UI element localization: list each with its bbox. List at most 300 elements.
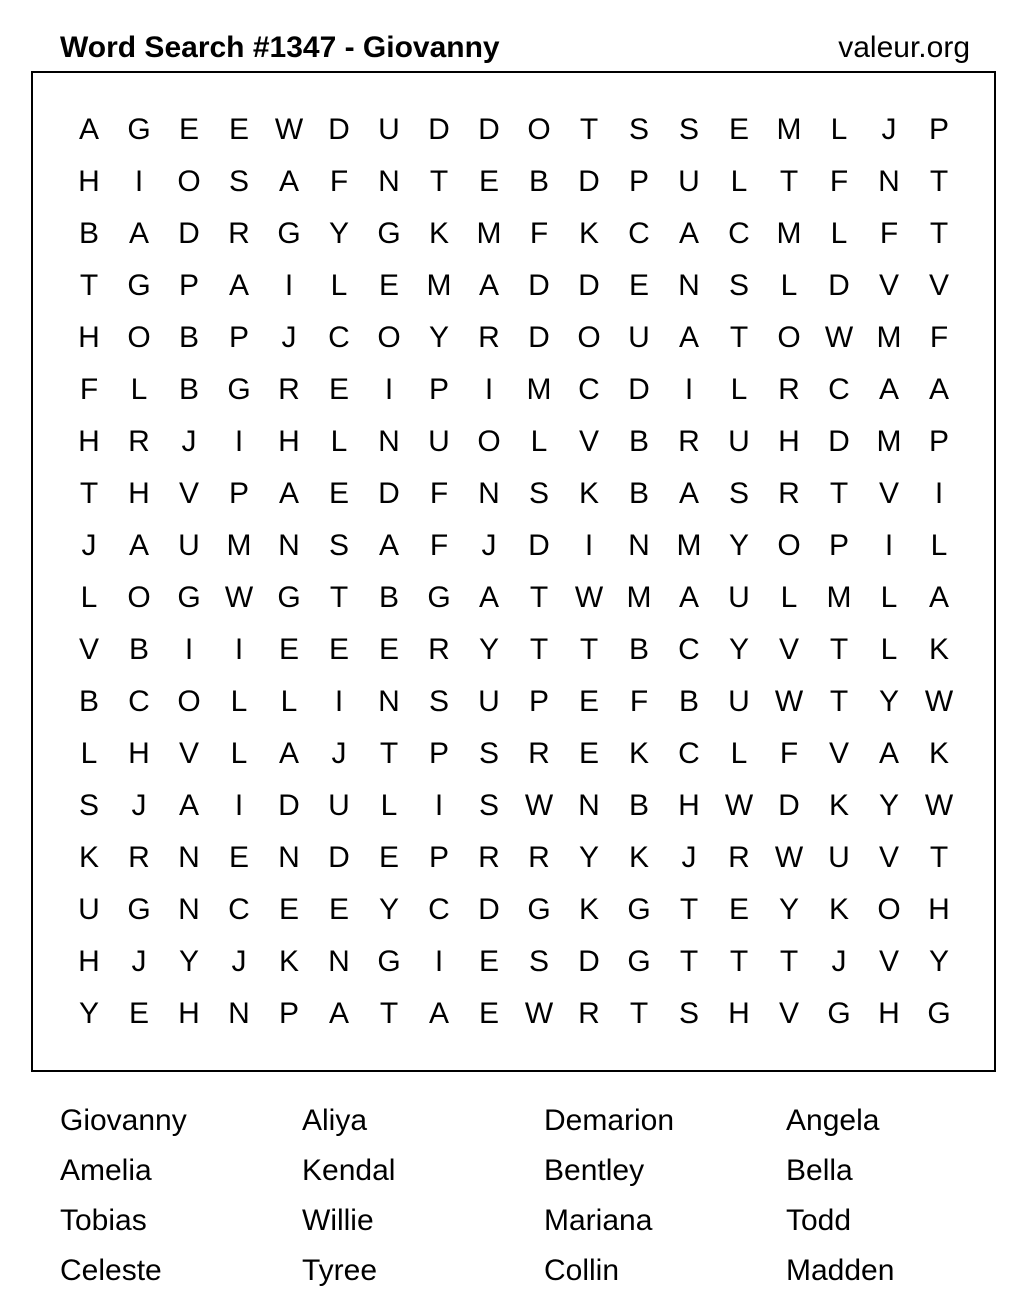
grid-cell[interactable]: N	[478, 477, 500, 510]
grid-cell[interactable]: Y	[878, 789, 899, 822]
grid-cell[interactable]: P	[428, 841, 449, 874]
grid-cell[interactable]: D	[378, 477, 400, 510]
grid-cell[interactable]: F	[879, 217, 899, 250]
grid-cell[interactable]: U	[828, 841, 850, 874]
grid-cell[interactable]: I	[934, 477, 944, 510]
grid-cell[interactable]: F	[429, 529, 449, 562]
grid-cell[interactable]: H	[278, 425, 300, 458]
grid-cell[interactable]: A	[278, 477, 299, 510]
grid-cell[interactable]: B	[628, 425, 649, 458]
grid-cell[interactable]: I	[884, 529, 894, 562]
grid-cell[interactable]: A	[678, 217, 699, 250]
grid-cell[interactable]: I	[334, 685, 344, 718]
grid-cell[interactable]: I	[184, 633, 194, 666]
grid-cell[interactable]: D	[478, 893, 500, 926]
grid-cell[interactable]: O	[877, 893, 901, 926]
grid-cell[interactable]: C	[578, 373, 600, 406]
grid-cell[interactable]: H	[778, 425, 800, 458]
grid-cell[interactable]: A	[78, 113, 99, 146]
grid-cell[interactable]: D	[628, 373, 650, 406]
grid-cell[interactable]: Y	[728, 529, 749, 562]
grid-cell[interactable]: B	[628, 633, 649, 666]
grid-cell[interactable]: K	[578, 477, 599, 510]
grid-cell[interactable]: G	[127, 269, 151, 302]
grid-cell[interactable]: E	[728, 113, 749, 146]
grid-cell[interactable]: M	[876, 321, 902, 354]
grid-cell[interactable]: W	[524, 997, 554, 1030]
grid-cell[interactable]: R	[578, 997, 600, 1030]
grid-cell[interactable]: D	[478, 113, 500, 146]
grid-cell[interactable]: T	[929, 217, 949, 250]
grid-cell[interactable]: D	[328, 113, 350, 146]
grid-cell[interactable]: T	[829, 685, 849, 718]
grid-cell[interactable]: S	[528, 477, 549, 510]
grid-cell[interactable]: O	[527, 113, 551, 146]
grid-cell[interactable]: N	[228, 997, 250, 1030]
grid-cell[interactable]: D	[578, 269, 600, 302]
grid-cell[interactable]: S	[428, 685, 449, 718]
grid-cell[interactable]: F	[329, 165, 349, 198]
grid-cell[interactable]: N	[878, 165, 900, 198]
grid-cell[interactable]: C	[128, 685, 150, 718]
grid-cell[interactable]: Y	[178, 945, 199, 978]
grid-cell[interactable]: T	[929, 841, 949, 874]
grid-cell[interactable]: T	[429, 165, 449, 198]
grid-cell[interactable]: C	[228, 893, 250, 926]
grid-cell[interactable]: T	[579, 633, 599, 666]
grid-cell[interactable]: C	[428, 893, 450, 926]
grid-cell[interactable]: V	[578, 425, 599, 458]
grid-cell[interactable]: I	[284, 269, 294, 302]
grid-cell[interactable]: V	[778, 997, 799, 1030]
grid-cell[interactable]: G	[227, 373, 251, 406]
grid-cell[interactable]: E	[328, 893, 349, 926]
grid-cell[interactable]: T	[629, 997, 649, 1030]
grid-cell[interactable]: A	[678, 477, 699, 510]
grid-cell[interactable]: J	[681, 841, 697, 874]
grid-cell[interactable]: K	[928, 633, 949, 666]
grid-cell[interactable]: H	[128, 477, 150, 510]
grid-cell[interactable]: T	[779, 945, 799, 978]
grid-cell[interactable]: M	[626, 581, 652, 614]
grid-cell[interactable]: H	[78, 945, 100, 978]
grid-cell[interactable]: E	[478, 945, 499, 978]
grid-cell[interactable]: T	[729, 321, 749, 354]
grid-cell[interactable]: P	[428, 373, 449, 406]
grid-cell[interactable]: C	[328, 321, 350, 354]
grid-cell[interactable]: K	[828, 893, 849, 926]
grid-cell[interactable]: V	[928, 269, 949, 302]
grid-cell[interactable]: R	[128, 841, 150, 874]
grid-cell[interactable]: T	[529, 633, 549, 666]
grid-cell[interactable]: E	[228, 113, 249, 146]
grid-cell[interactable]: L	[780, 581, 798, 614]
grid-cell[interactable]: N	[278, 529, 300, 562]
grid-cell[interactable]: A	[178, 789, 199, 822]
grid-cell[interactable]: G	[377, 945, 401, 978]
grid-cell[interactable]: U	[728, 685, 750, 718]
grid-cell[interactable]: Y	[328, 217, 349, 250]
grid-cell[interactable]: N	[378, 425, 400, 458]
grid-cell[interactable]: S	[678, 113, 699, 146]
grid-cell[interactable]: P	[228, 321, 249, 354]
grid-cell[interactable]: D	[528, 529, 550, 562]
grid-cell[interactable]: L	[730, 737, 748, 770]
grid-cell[interactable]: J	[881, 113, 897, 146]
grid-cell[interactable]: H	[78, 321, 100, 354]
grid-cell[interactable]: S	[528, 945, 549, 978]
grid-cell[interactable]: B	[178, 321, 199, 354]
grid-cell[interactable]: K	[578, 893, 599, 926]
grid-cell[interactable]: U	[328, 789, 350, 822]
grid-cell[interactable]: W	[924, 685, 954, 718]
grid-cell[interactable]: W	[524, 789, 554, 822]
grid-cell[interactable]: W	[574, 581, 604, 614]
grid-cell[interactable]: P	[928, 425, 949, 458]
grid-cell[interactable]: A	[378, 529, 399, 562]
grid-cell[interactable]: B	[628, 789, 649, 822]
grid-cell[interactable]: G	[927, 997, 951, 1030]
grid-cell[interactable]: L	[330, 425, 348, 458]
grid-cell[interactable]: T	[379, 997, 399, 1030]
grid-cell[interactable]: P	[278, 997, 299, 1030]
grid-cell[interactable]: D	[828, 269, 850, 302]
grid-cell[interactable]: E	[178, 113, 199, 146]
grid-cell[interactable]: K	[628, 737, 649, 770]
grid-cell[interactable]: L	[280, 685, 298, 718]
grid-cell[interactable]: G	[277, 217, 301, 250]
grid-cell[interactable]: L	[830, 217, 848, 250]
grid-cell[interactable]: E	[728, 893, 749, 926]
grid-cell[interactable]: N	[378, 685, 400, 718]
grid-cell[interactable]: A	[228, 269, 249, 302]
grid-cell[interactable]: R	[228, 217, 250, 250]
grid-cell[interactable]: U	[78, 893, 100, 926]
grid-cell[interactable]: G	[627, 893, 651, 926]
grid-cell[interactable]: B	[628, 477, 649, 510]
grid-cell[interactable]: I	[684, 373, 694, 406]
grid-cell[interactable]: A	[278, 165, 299, 198]
grid-cell[interactable]: F	[429, 477, 449, 510]
grid-cell[interactable]: E	[128, 997, 149, 1030]
grid-cell[interactable]: A	[128, 529, 149, 562]
grid-cell[interactable]: C	[628, 217, 650, 250]
grid-cell[interactable]: G	[127, 893, 151, 926]
grid-cell[interactable]: L	[80, 581, 98, 614]
grid-cell[interactable]: L	[780, 269, 798, 302]
grid-cell[interactable]: P	[178, 269, 199, 302]
grid-cell[interactable]: E	[228, 841, 249, 874]
grid-cell[interactable]: J	[181, 425, 197, 458]
grid-cell[interactable]: K	[578, 217, 599, 250]
grid-cell[interactable]: V	[878, 477, 899, 510]
grid-cell[interactable]: N	[628, 529, 650, 562]
grid-cell[interactable]: U	[428, 425, 450, 458]
grid-cell[interactable]: V	[78, 633, 99, 666]
grid-cell[interactable]: Y	[428, 321, 449, 354]
grid-cell[interactable]: O	[127, 321, 151, 354]
grid-cell[interactable]: T	[329, 581, 349, 614]
grid-cell[interactable]: M	[776, 113, 802, 146]
grid-cell[interactable]: W	[824, 321, 854, 354]
grid-cell[interactable]: O	[177, 165, 201, 198]
grid-cell[interactable]: J	[131, 789, 147, 822]
grid-cell[interactable]: L	[880, 633, 898, 666]
grid-cell[interactable]: H	[78, 425, 100, 458]
grid-cell[interactable]: D	[528, 269, 550, 302]
grid-cell[interactable]: S	[728, 269, 749, 302]
grid-cell[interactable]: A	[928, 581, 949, 614]
grid-cell[interactable]: L	[730, 165, 748, 198]
grid-cell[interactable]: H	[178, 997, 200, 1030]
grid-cell[interactable]: U	[178, 529, 200, 562]
grid-cell[interactable]: W	[924, 789, 954, 822]
grid-cell[interactable]: L	[230, 737, 248, 770]
grid-cell[interactable]: G	[527, 893, 551, 926]
grid-cell[interactable]: M	[426, 269, 452, 302]
grid-cell[interactable]: S	[328, 529, 349, 562]
grid-cell[interactable]: E	[278, 633, 299, 666]
grid-cell[interactable]: E	[378, 633, 399, 666]
grid-cell[interactable]: U	[728, 425, 750, 458]
grid-cell[interactable]: G	[827, 997, 851, 1030]
grid-cell[interactable]: A	[278, 737, 299, 770]
grid-cell[interactable]: J	[281, 321, 297, 354]
grid-cell[interactable]: A	[478, 269, 499, 302]
grid-cell[interactable]: A	[678, 581, 699, 614]
grid-cell[interactable]: K	[628, 841, 649, 874]
grid-cell[interactable]: V	[178, 737, 199, 770]
grid-cell[interactable]: V	[178, 477, 199, 510]
grid-cell[interactable]: F	[79, 373, 99, 406]
grid-cell[interactable]: O	[777, 321, 801, 354]
grid-cell[interactable]: W	[224, 581, 254, 614]
grid-cell[interactable]: B	[528, 165, 549, 198]
grid-cell[interactable]: W	[774, 685, 804, 718]
grid-cell[interactable]: Y	[878, 685, 899, 718]
grid-cell[interactable]: B	[678, 685, 699, 718]
grid-cell[interactable]: I	[434, 789, 444, 822]
grid-cell[interactable]: A	[478, 581, 499, 614]
grid-cell[interactable]: A	[328, 997, 349, 1030]
grid-cell[interactable]: S	[478, 789, 499, 822]
grid-cell[interactable]: T	[829, 477, 849, 510]
grid-cell[interactable]: W	[774, 841, 804, 874]
grid-cell[interactable]: H	[678, 789, 700, 822]
grid-cell[interactable]: I	[234, 633, 244, 666]
grid-cell[interactable]: E	[628, 269, 649, 302]
grid-cell[interactable]: U	[628, 321, 650, 354]
grid-cell[interactable]: R	[778, 373, 800, 406]
grid-cell[interactable]: U	[478, 685, 500, 718]
grid-cell[interactable]: G	[377, 217, 401, 250]
grid-cell[interactable]: T	[929, 165, 949, 198]
grid-cell[interactable]: F	[829, 165, 849, 198]
grid-cell[interactable]: T	[679, 945, 699, 978]
grid-cell[interactable]: T	[79, 477, 99, 510]
grid-cell[interactable]: C	[678, 633, 700, 666]
grid-cell[interactable]: U	[378, 113, 400, 146]
grid-cell[interactable]: A	[928, 373, 949, 406]
grid-cell[interactable]: D	[528, 321, 550, 354]
grid-cell[interactable]: J	[131, 945, 147, 978]
grid-cell[interactable]: G	[277, 581, 301, 614]
grid-cell[interactable]: O	[377, 321, 401, 354]
grid-cell[interactable]: C	[728, 217, 750, 250]
grid-cell[interactable]: A	[678, 321, 699, 354]
grid-cell[interactable]: L	[880, 581, 898, 614]
grid-cell[interactable]: T	[779, 165, 799, 198]
grid-cell[interactable]: T	[379, 737, 399, 770]
grid-cell[interactable]: R	[128, 425, 150, 458]
grid-cell[interactable]: E	[578, 737, 599, 770]
grid-cell[interactable]: R	[528, 737, 550, 770]
grid-cell[interactable]: D	[428, 113, 450, 146]
grid-cell[interactable]: Y	[728, 633, 749, 666]
grid-cell[interactable]: K	[278, 945, 299, 978]
grid-cell[interactable]: S	[478, 737, 499, 770]
grid-cell[interactable]: T	[79, 269, 99, 302]
grid-cell[interactable]: V	[878, 945, 899, 978]
grid-cell[interactable]: P	[528, 685, 549, 718]
grid-cell[interactable]: H	[128, 737, 150, 770]
grid-cell[interactable]: O	[127, 581, 151, 614]
grid-cell[interactable]: F	[529, 217, 549, 250]
grid-cell[interactable]: R	[678, 425, 700, 458]
grid-cell[interactable]: M	[226, 529, 252, 562]
grid-cell[interactable]: C	[678, 737, 700, 770]
grid-cell[interactable]: L	[930, 529, 948, 562]
grid-cell[interactable]: S	[78, 789, 99, 822]
grid-cell[interactable]: O	[777, 529, 801, 562]
grid-cell[interactable]: L	[130, 373, 148, 406]
grid-cell[interactable]: A	[878, 737, 899, 770]
grid-cell[interactable]: D	[328, 841, 350, 874]
grid-cell[interactable]: I	[234, 425, 244, 458]
grid-cell[interactable]: L	[730, 373, 748, 406]
grid-cell[interactable]: A	[428, 997, 449, 1030]
grid-cell[interactable]: V	[828, 737, 849, 770]
grid-cell[interactable]: A	[128, 217, 149, 250]
grid-cell[interactable]: V	[778, 633, 799, 666]
grid-cell[interactable]: M	[676, 529, 702, 562]
grid-cell[interactable]: H	[728, 997, 750, 1030]
grid-cell[interactable]: P	[228, 477, 249, 510]
grid-cell[interactable]: E	[278, 893, 299, 926]
grid-cell[interactable]: M	[476, 217, 502, 250]
grid-cell[interactable]: W	[274, 113, 304, 146]
grid-cell[interactable]: J	[331, 737, 347, 770]
grid-cell[interactable]: R	[778, 477, 800, 510]
grid-cell[interactable]: V	[878, 841, 899, 874]
grid-cell[interactable]: P	[628, 165, 649, 198]
grid-cell[interactable]: N	[678, 269, 700, 302]
grid-cell[interactable]: E	[378, 269, 399, 302]
grid-cell[interactable]: M	[826, 581, 852, 614]
grid-cell[interactable]: K	[928, 737, 949, 770]
grid-cell[interactable]: I	[384, 373, 394, 406]
grid-cell[interactable]: I	[434, 945, 444, 978]
grid-cell[interactable]: G	[627, 945, 651, 978]
grid-cell[interactable]: E	[578, 685, 599, 718]
grid-cell[interactable]: R	[528, 841, 550, 874]
grid-cell[interactable]: H	[928, 893, 950, 926]
grid-cell[interactable]: F	[779, 737, 799, 770]
grid-cell[interactable]: S	[228, 165, 249, 198]
grid-cell[interactable]: U	[728, 581, 750, 614]
grid-cell[interactable]: S	[728, 477, 749, 510]
grid-cell[interactable]: Y	[78, 997, 99, 1030]
grid-cell[interactable]: P	[828, 529, 849, 562]
grid-cell[interactable]: D	[278, 789, 300, 822]
grid-cell[interactable]: T	[829, 633, 849, 666]
grid-cell[interactable]: D	[778, 789, 800, 822]
grid-cell[interactable]: E	[378, 841, 399, 874]
grid-cell[interactable]: L	[80, 737, 98, 770]
grid-cell[interactable]: W	[724, 789, 754, 822]
grid-cell[interactable]: E	[478, 997, 499, 1030]
grid-cell[interactable]: M	[876, 425, 902, 458]
grid-cell[interactable]: R	[478, 841, 500, 874]
grid-cell[interactable]: E	[328, 633, 349, 666]
grid-cell[interactable]: N	[328, 945, 350, 978]
grid-cell[interactable]: M	[776, 217, 802, 250]
grid-cell[interactable]: G	[177, 581, 201, 614]
grid-cell[interactable]: F	[629, 685, 649, 718]
grid-cell[interactable]: L	[830, 113, 848, 146]
grid-cell[interactable]: B	[128, 633, 149, 666]
grid-cell[interactable]: Y	[778, 893, 799, 926]
grid-cell[interactable]: S	[628, 113, 649, 146]
grid-cell[interactable]: N	[578, 789, 600, 822]
grid-cell[interactable]: N	[378, 165, 400, 198]
grid-cell[interactable]: F	[929, 321, 949, 354]
grid-cell[interactable]: R	[728, 841, 750, 874]
grid-cell[interactable]: L	[330, 269, 348, 302]
grid-cell[interactable]: E	[328, 373, 349, 406]
grid-cell[interactable]: J	[231, 945, 247, 978]
grid-cell[interactable]: N	[278, 841, 300, 874]
grid-cell[interactable]: Y	[478, 633, 499, 666]
grid-cell[interactable]: B	[78, 685, 99, 718]
grid-cell[interactable]: C	[828, 373, 850, 406]
grid-cell[interactable]: K	[78, 841, 99, 874]
grid-cell[interactable]: D	[178, 217, 200, 250]
grid-cell[interactable]: Y	[928, 945, 949, 978]
grid-cell[interactable]: L	[380, 789, 398, 822]
grid-cell[interactable]: P	[428, 737, 449, 770]
grid-cell[interactable]: E	[328, 477, 349, 510]
grid-cell[interactable]: B	[78, 217, 99, 250]
grid-cell[interactable]: Y	[578, 841, 599, 874]
grid-cell[interactable]: I	[584, 529, 594, 562]
grid-cell[interactable]: L	[230, 685, 248, 718]
grid-cell[interactable]: Y	[378, 893, 399, 926]
grid-cell[interactable]: B	[178, 373, 199, 406]
grid-cell[interactable]: H	[878, 997, 900, 1030]
grid-cell[interactable]: J	[81, 529, 97, 562]
grid-cell[interactable]: O	[577, 321, 601, 354]
grid-cell[interactable]: T	[729, 945, 749, 978]
grid-cell[interactable]: V	[878, 269, 899, 302]
grid-cell[interactable]: I	[234, 789, 244, 822]
grid-cell[interactable]: N	[178, 841, 200, 874]
grid-cell[interactable]: T	[679, 893, 699, 926]
grid-cell[interactable]: D	[578, 165, 600, 198]
grid-cell[interactable]: K	[828, 789, 849, 822]
grid-cell[interactable]: U	[678, 165, 700, 198]
grid-cell[interactable]: B	[378, 581, 399, 614]
